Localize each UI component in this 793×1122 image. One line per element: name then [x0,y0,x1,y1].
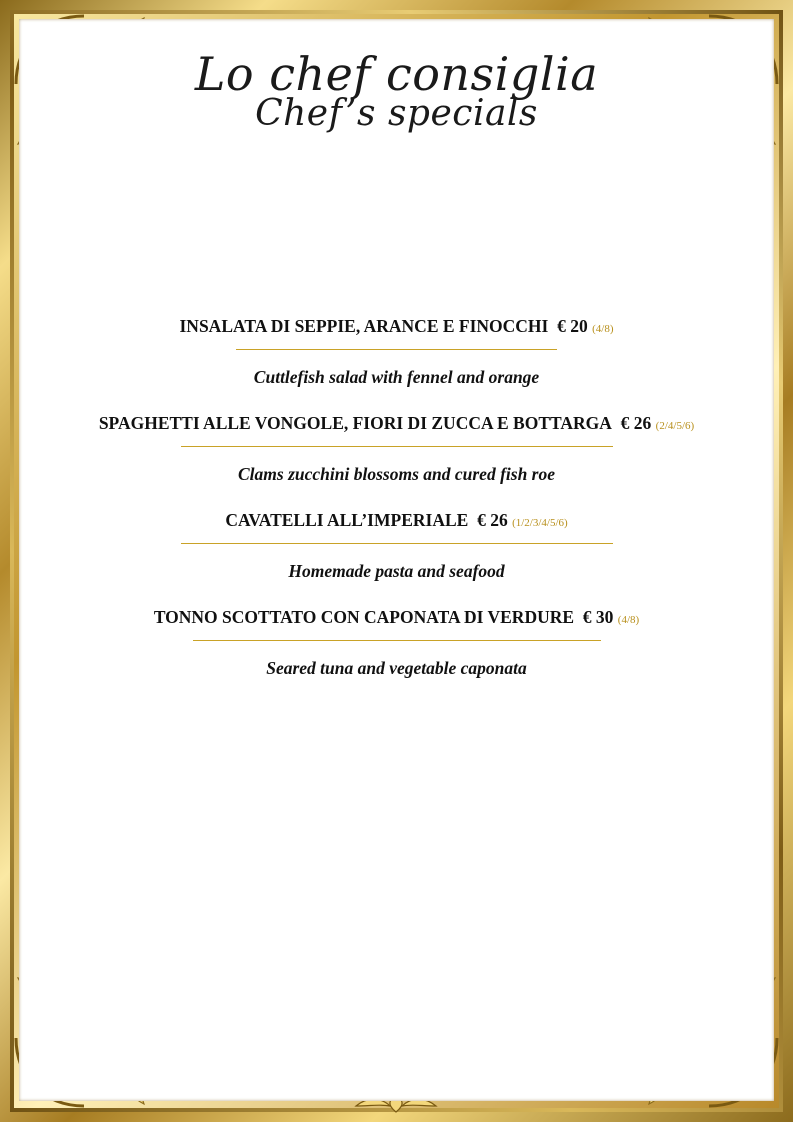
specials-list [19,314,774,702]
gold-divider [193,640,601,641]
dish-title-line [19,411,774,438]
dish-price: € 20 [557,316,588,336]
dish-allergens: (2/4/5/6) [655,420,695,432]
dish-name: CAVATELLI ALL’IMPERIALE [225,510,469,530]
dish-translation: Cuttlefish salad with fennel and orange [253,367,540,387]
menu-item [19,605,774,680]
menu-header [19,48,774,134]
dish-title-line [19,605,774,632]
dish-name: INSALATA DI SEPPIE, ARANCE E FINOCCHI [179,316,549,336]
dish-name: TONNO SCOTTATO CON CAPONATA DI VERDURE [153,607,575,627]
gold-divider [181,446,613,447]
dish-price: € 26 [477,510,508,530]
dish-name: SPAGHETTI ALLE VONGOLE, FIORI DI ZUCCA E BOTTARGA [98,413,612,433]
dish-allergens: (4/8) [592,323,614,335]
dish-price: € 26 [620,413,652,433]
dish-price: € 30 [582,607,614,627]
dish-allergens: (4/8) [617,614,640,626]
page-title: Lo chef consiglia [194,47,599,101]
page-subtitle: Chef’s specials [255,93,538,134]
menu-item [19,411,774,486]
menu-item [19,508,774,583]
dish-allergens: (1/2/3/4/5/6) [512,517,568,529]
gold-divider [236,349,557,350]
dish-translation: Clams zucchini blossoms and cured fish roe [238,464,555,484]
dish-title-line [19,508,774,535]
dish-translation: Homemade pasta and seafood [288,561,505,581]
dish-title-line [19,314,774,341]
gold-divider [181,543,613,544]
menu-item [19,314,774,389]
dish-translation: Seared tuna and vegetable caponata [266,658,527,678]
